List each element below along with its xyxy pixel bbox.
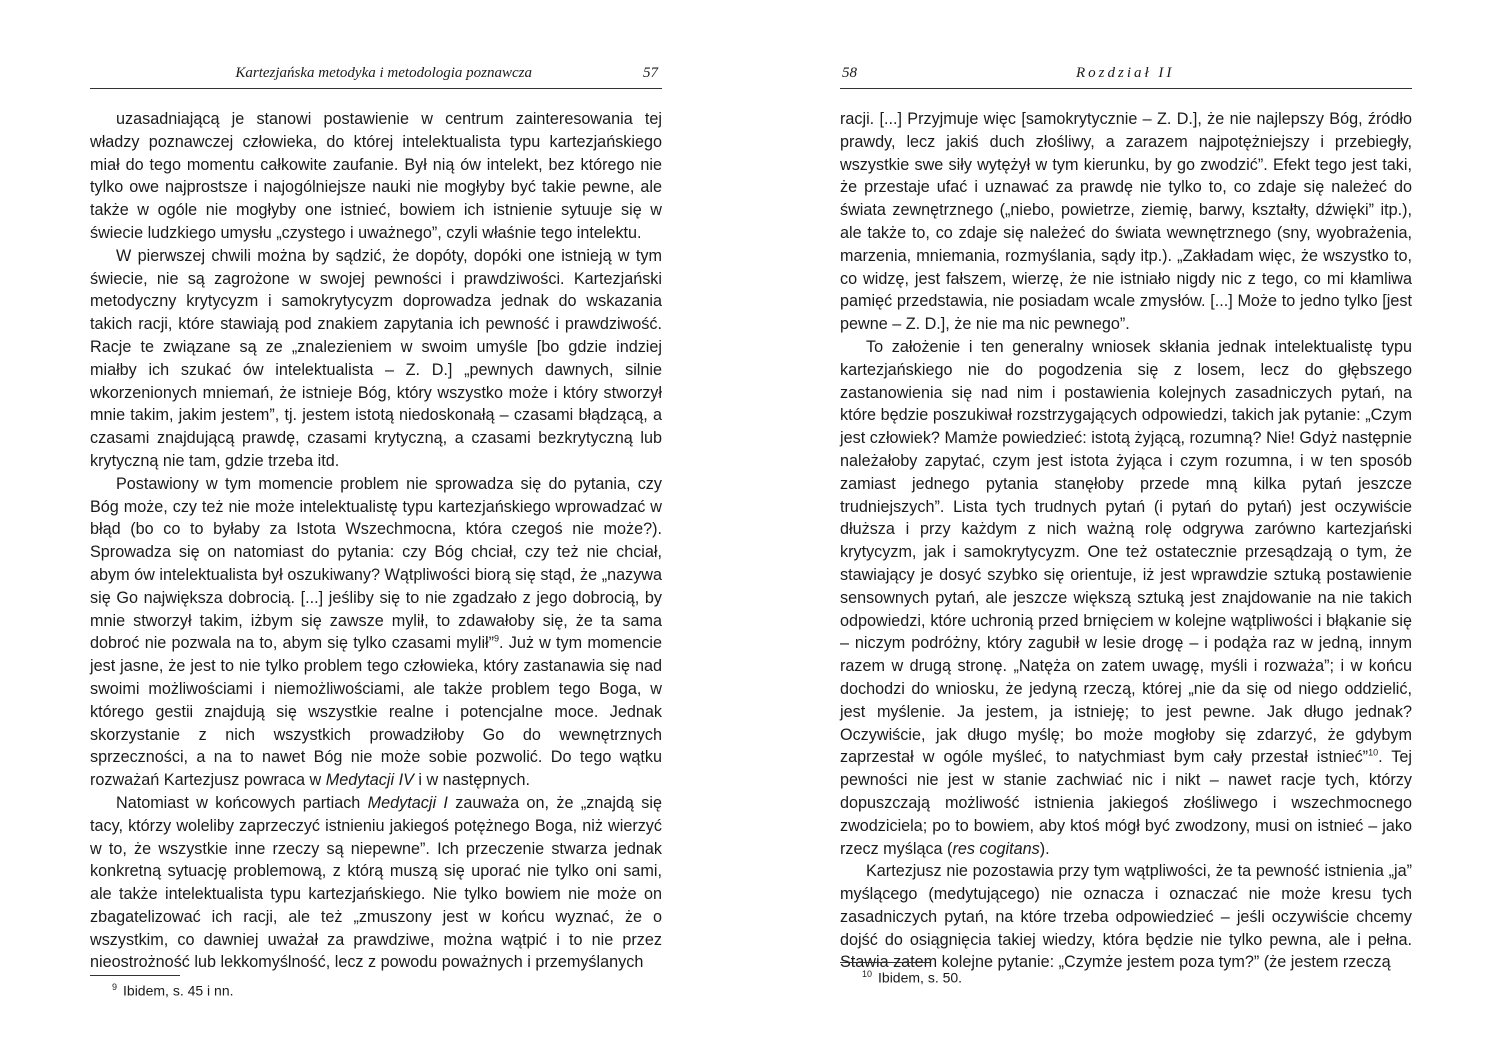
right-page [840, 0, 1412, 1064]
text-run: . Tej pewności nie jest w stanie zachwiać nic i nikt – nawet racje tych, którzy dopuszczają możliwość istnienia jakiegoś złośliwego i wszechmocnego zwodziciela; po to bowiem, aby ktoś mógł być zwodzony, musi on istnieć – jako rzecz myśląca ( [840, 748, 1412, 858]
footnote-ref: 9 [494, 633, 500, 644]
footnote-text: Ibidem, s. 50. [878, 969, 963, 986]
paragraph [840, 860, 1412, 974]
running-head [840, 62, 1412, 89]
left-page [90, 0, 662, 1064]
paragraph [90, 245, 662, 473]
running-title: Rozdział II [1076, 65, 1175, 81]
running-title: Kartezjańska metodyka i metodologia poznawcza [235, 65, 532, 81]
running-head [90, 62, 662, 89]
footnote-number: 9 [112, 982, 118, 992]
page-number: 58 [842, 65, 857, 81]
paragraph [840, 108, 1412, 336]
paragraph [840, 336, 1412, 860]
text-run: i w następnych. [413, 771, 530, 790]
footnote-rule [90, 975, 180, 976]
text-run: To założenie i ten generalny wniosek skłania jednak intelektualistę typu kartezjańskiego nie do pogodzenia się z losem, lecz do głębszego zastanowienia się nad nim i postawienia kolejnych zasadniczych pytań, na które będzie poszukiwał rozstrzygających odpowiedzi, takich jak pytanie: „Czym jest człowiek? Mamże powiedzieć: istotą żyjącą, rozumną? Nie! Gdyż następnie należałoby zapytać, czym jest istota żyjąca i czym rozumna, i w ten sposób zamiast jednego pytania stanęłoby przede mną kilka pytań jeszcze trudniejszych”. Lista tych trudnych pytań (i pytań do pytań) jest oczywiście dłuższa i przy każdym z nich ważną rolę odgrywa zarówno kartezjański krytycyzm, jak i samokrytycyzm. One też ostatecznie przesądzają o tym, że stawiający je dosyć szybko się orientuje, iż jest wprawdzie sztuką postawienie sensownych pytań, ale jeszcze większą sztuką jest znajdowanie na nie takich odpowiedzi, które uchronią przed brnięciem w kolejne wątpliwości i błąkanie się – niczym podróżny, który zagubił w lesie drogę – i podąża raz w jedną, innym razem w drugą stronę. „Natęża on zatem uwagę, myśli i rozważa”; i w końcu dochodzi do wniosku, że jedyną rzeczą, której „nie da się od niego oddzielić, jest myślenie. Ja jestem, ja istnieję; to jest pewne. Jak długo jednak? Oczywiście, jak długo myślę; bo może mogłoby się zdarzyć, że gdybym zaprzestał w ogóle myśleć, to natychmiast bym cały przestał istnieć” [840, 337, 1412, 767]
text-run: Natomiast w końcowych partiach [116, 793, 368, 812]
footnote [112, 982, 234, 999]
text-run: racji. [...] Przyjmuje więc [samokrytycznie – Z. D.], że nie najlepszy Bóg, źródło prawdy, lecz jakiś duch złośliwy, a zarazem najpotężniejszy i przebiegły, wszystkie swe siły wytężył w tym kierunku, by go zwodzić”. Efekt tego jest taki, że przestaje ufać i uznawać za prawdę nie tylko to, co zdaje się należeć do świata zewnętrznego („niebo, powietrze, ziemię, barwy, kształty, dźwięki” itp.), ale także to, co zdaje się należeć do świata wewnętrznego (sny, wyobrażenia, marzenia, mniemania, rozmyślania, sądy itp.). „Zakładam więc, że wszystko to, co widzę, jest fałszem, wierzę, że nie istniało nigdy nic z tego, co mi kłamliwa pamięć przedstawia, nie posiadam wcale zmysłów. [...] Może to jedno tylko [jest pewne – Z. D.], że nie ma nic pewnego”. [840, 110, 1412, 334]
footnote-ref: 10 [1368, 747, 1379, 758]
footnote-text: Ibidem, s. 45 i nn. [123, 982, 234, 999]
paragraph [90, 792, 662, 974]
footnote-rule [840, 962, 930, 963]
footnote [862, 969, 962, 986]
paragraph [90, 108, 662, 245]
text-run: zauważa on, że „znajdą się tacy, którzy woleliby zaprzeczyć istnieniu jakiegoś potężnego Boga, niż wierzyć w to, że wszystkie inne rzeczy są niepewne”. Ich przeczenie stwarza jednak konkretną sytuację problemową, z którą muszą się uporać nie tylko oni sami, ale także intelektualista typu kartezjańskiego. Nie tylko bowiem nie może on zbagatelizować ich racji, ale też „zmuszony jest w końcu wyznać, że o wszystkim, co dawniej uważał za prawdziwe, można wątpić i to nie przez nieostrożność lub lekkomyślność, lecz z powodu poważnych i przemyślanych [90, 793, 662, 972]
text-run: Kartezjusz nie pozostawia przy tym wątpliwości, że ta pewność istnienia „ja” myślącego (medytującego) nie oznacza i oznaczać nie może kresu tych zasadniczych pytań, na które trzeba odpowiedzieć – jeśli oczywiście chcemy dojść do osiągnięcia takiej wiedzy, która będzie nie tylko pewna, ale i pełna. Stawia zatem kolejne pytanie: „Czymże jestem poza tym?” (że jestem rzeczą [840, 862, 1412, 972]
text-run: Postawiony w tym momencie problem nie sprowadza się do pytania, czy Bóg może, czy też nie może intelektualistę typu kartezjańskiego wprowadzać w błąd (bo co to byłaby za Istota Wszechmocna, która czegoś nie może?). Sprowadza się on natomiast do pytania: czy Bóg chciał, czy też nie chciał, abym ów intelektualista był oszukiwany? Wątpliwości biorą się stąd, że „nazywa się Go największa dobrocią. [...] jeśliby się to nie zgadzało z jego dobrocią, by mnie stworzył takim, iżbym się zawsze mylił, to zdawałoby się, że ta sama dobroć nie pozwala na to, abym się tylko czasami mylił” [90, 474, 662, 653]
italic-text: Medytacji I [367, 793, 448, 812]
footnote-number: 10 [862, 969, 873, 979]
body-text [90, 108, 662, 974]
body-text [840, 108, 1412, 974]
paragraph [90, 473, 662, 792]
italic-text: Medytacji IV [325, 771, 414, 790]
text-run: uzasadniającą je stanowi postawienie w centrum zainteresowania tej władzy poznawczej człowieka, do której intelektualista typu kartezjańskiego miał do tego momentu całkowite zaufanie. Był nią ów intelekt, bez którego nie tylko owe najprostsze i najogólniejsze nauki nie mogłyby być takie pewne, ale także w ogóle nie mogłyby one istnieć, bowiem ich istnienie sytuuje się w świecie ludzkiego umysłu „czystego i uważnego”, czyli właśnie tego intelektu. [90, 110, 662, 242]
text-run: W pierwszej chwili można by sądzić, że dopóty, dopóki one istnieją w tym świecie, nie są zagrożone w swojej pewności i prawdziwości. Kartezjański metodyczny krytycyzm i samokrytycyzm doprowadza jednak do wskazania takich racji, które stawiają pod znakiem zapytania ich pewność i prawdziwość. Racje te związane są ze „znalezieniem w swoim umyśle [bo gdzie indziej miałby ich szukać ów intelektualista – Z. D.] „pewnych dawnych, silnie wkorzenionych mniemań, że istnieje Bóg, który wszystko może i który stworzył mnie takim, jakim jestem”, tj. jestem istotą niedoskonałą – czasami błądzącą, a czasami znajdującą prawdę, czasami krytyczną, a czasami bezkrytyczną lub krytyczną nie tam, gdzie trzeba itd. [90, 246, 662, 470]
text-run: ). [1039, 839, 1050, 858]
text-run: . Już w tym momencie jest jasne, że jest to nie tylko problem tego człowieka, który zastanawia się nad swoimi możliwościami i niemożliwościami, ale także problem tego Boga, w którego gestii znajdują się wszystkie realne i potencjalne moce. Jednak skorzystanie z nich wszystkich prowadziłoby Go do wewnętrznych sprzeczności, a na to nawet Bóg nie może sobie pozwolić. Do tego wątku rozważań Kartezjusz powraca w [90, 634, 662, 790]
page-number: 57 [643, 65, 658, 81]
italic-text: res cogitans [952, 839, 1040, 858]
